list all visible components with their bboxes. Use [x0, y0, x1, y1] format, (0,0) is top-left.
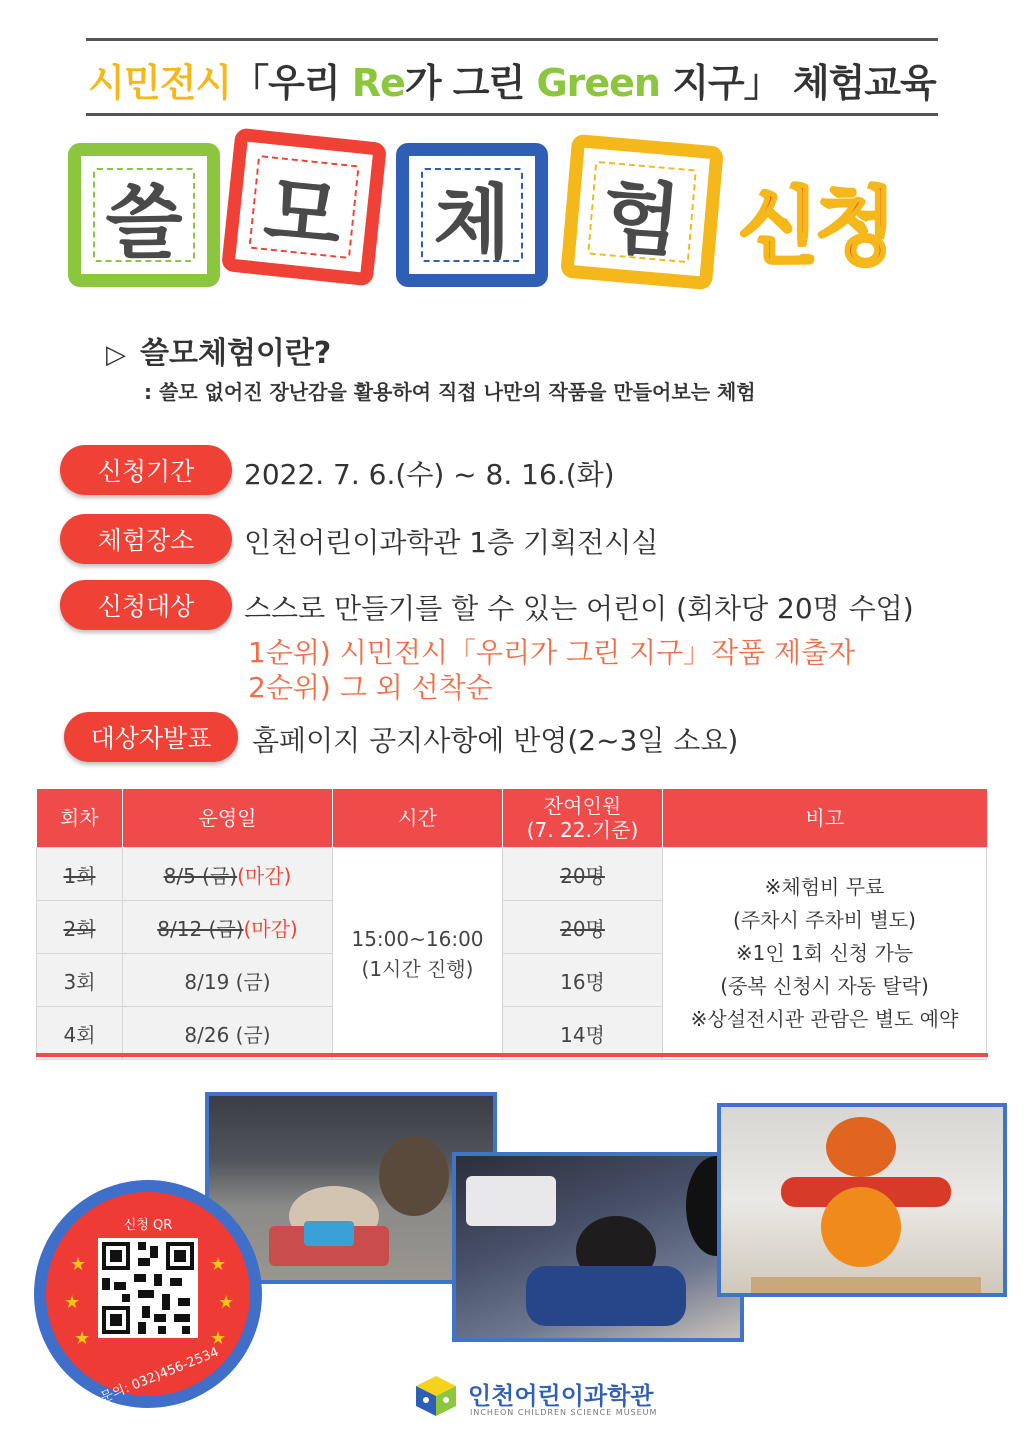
banner-char-2: 모: [259, 163, 347, 265]
banner-block-1: [68, 143, 220, 287]
note-line: ※1인 1회 신청 가능: [735, 941, 914, 965]
star-icon: ★: [218, 1292, 235, 1313]
what-description: : 쓸모 없어진 장난감을 활용하여 직접 나만의 작품을 만들어보는 체험: [144, 380, 756, 404]
banner-char-1: 쓸: [105, 175, 183, 269]
period-label: 신청기간: [60, 445, 232, 495]
header-round: 회차: [37, 789, 123, 848]
banner-apply-word: 신청: [738, 178, 893, 276]
target-label: 신청대상: [60, 580, 232, 630]
table-header-row: [37, 789, 987, 848]
round-cell: 2회: [37, 901, 123, 954]
star-icon: ★: [210, 1254, 227, 1275]
round-cell: 4회: [37, 1007, 123, 1060]
title-part3: 가 그린: [404, 61, 537, 105]
round-cell: 1회: [37, 848, 123, 901]
title-part2: 「우리: [231, 61, 352, 105]
note-line: (주차시 주차비 별도): [733, 908, 916, 932]
header-time: 시간: [333, 789, 503, 848]
banner-char-4: 험: [598, 169, 684, 269]
table-bottom-rule: [36, 1053, 988, 1057]
title-re: Re: [351, 61, 405, 105]
what-heading-text: 쓸모체험이란?: [140, 336, 332, 371]
note-line: ※상설전시관 관람은 별도 예약: [690, 1007, 959, 1031]
closed-badge: (마감): [243, 916, 298, 941]
date-cell: [123, 1007, 333, 1060]
note-line: (중복 신청시 자동 탈락): [720, 974, 929, 998]
remaining-cell: 20명: [503, 901, 663, 954]
qr-label: 신청 QR: [123, 1218, 173, 1233]
closed-badge: (마감): [237, 863, 292, 888]
remaining-cell: 14명: [503, 1007, 663, 1060]
triangle-icon: ▷: [106, 340, 126, 370]
place-label: 체험장소: [60, 514, 232, 564]
title-part4: 지구」 체험교육: [659, 61, 936, 105]
table-row: [37, 848, 987, 901]
banner-block-4: [560, 134, 724, 291]
header-remaining: [503, 789, 663, 848]
remaining-cell: 16명: [503, 954, 663, 1007]
photo-child-crafting: [452, 1152, 744, 1342]
header-remaining-line2: (7. 22.기준): [526, 818, 639, 842]
cube-logo-icon: [414, 1374, 458, 1418]
date-cell: [123, 848, 333, 901]
title-green: Green: [536, 61, 660, 105]
museum-name: 인천어린이과학관: [468, 1382, 654, 1410]
time-line2: (1시간 진행): [361, 956, 474, 981]
header-date: 운영일: [123, 789, 333, 848]
time-cell: [333, 848, 503, 1060]
period-value: 2022. 7. 6.(수) ~ 8. 16.(화): [244, 458, 615, 491]
qr-contact: 문의: 032)456-2534: [98, 1344, 222, 1406]
date-text: 8/12 (금): [157, 916, 244, 941]
event-title: [86, 52, 938, 108]
banner-block-3: [396, 143, 548, 287]
qr-code[interactable]: [98, 1238, 198, 1338]
date-text: 8/19 (금): [184, 969, 271, 994]
star-icon: ★: [70, 1254, 87, 1275]
place-value: 인천어린이과학관 1층 기획전시실: [244, 526, 659, 559]
schedule-table: [36, 789, 987, 1060]
star-icon: ★: [210, 1328, 227, 1349]
photo-toy-artwork: [717, 1103, 1007, 1297]
banner-block-2: [221, 127, 387, 286]
what-heading: [106, 328, 331, 372]
top-rule: [86, 38, 938, 41]
remaining-cell: 20명: [503, 848, 663, 901]
star-icon: ★: [74, 1328, 91, 1349]
header-remaining-line1: 잔여인원: [543, 794, 622, 818]
date-text: 8/26 (금): [184, 1022, 271, 1047]
star-icon: ★: [64, 1292, 81, 1313]
notes-cell: [663, 848, 987, 1060]
museum-logo: [414, 1372, 658, 1428]
target-value: 스스로 만들기를 할 수 있는 어린이 (회차당 20명 수업): [244, 592, 914, 625]
date-cell: [123, 954, 333, 1007]
priority-2: 2순위) 그 외 선착순: [248, 671, 493, 704]
time-line1: 15:00~16:00: [351, 926, 484, 951]
bottom-rule: [86, 113, 938, 116]
title-part1: 시민전시: [88, 61, 232, 105]
date-text: 8/5 (금): [163, 863, 238, 888]
museum-sub: INCHEON CHILDREN SCIENCE MUSEUM: [470, 1408, 658, 1417]
header-notes: 비고: [663, 789, 987, 848]
banner-char-3: 체: [433, 175, 511, 269]
round-cell: 3회: [37, 954, 123, 1007]
announce-value: 홈페이지 공지사항에 반영(2~3일 소요): [252, 724, 739, 757]
priority-1: 1순위) 시민전시「우리가 그린 지구」작품 제출자: [248, 636, 856, 669]
date-cell: [123, 901, 333, 954]
note-line: ※체험비 무료: [764, 875, 885, 899]
qr-badge: [34, 1180, 262, 1408]
announce-label: 대상자발표: [64, 712, 238, 762]
